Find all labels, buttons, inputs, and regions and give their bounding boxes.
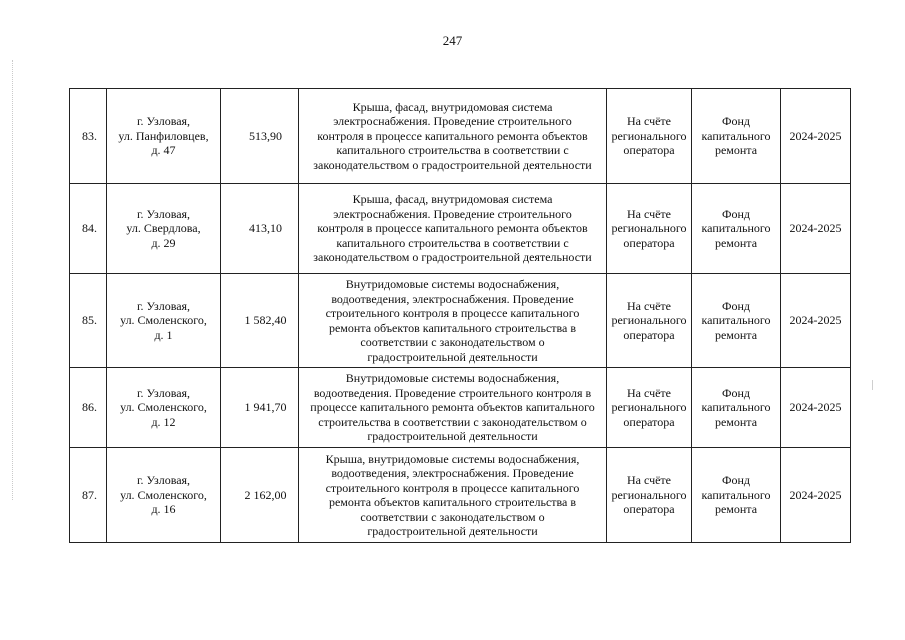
account-line: На счёте bbox=[626, 385, 671, 400]
area-cell: 413,10 bbox=[221, 184, 299, 274]
address-line: г. Узловая, bbox=[136, 206, 191, 221]
table-row bbox=[70, 448, 851, 543]
fund-line: Фонд bbox=[721, 114, 750, 129]
address-line: ул. Смоленского, bbox=[120, 400, 207, 415]
period-cell: 2024-2025 bbox=[781, 274, 851, 368]
table-body bbox=[70, 89, 851, 543]
address-line: д. 29 bbox=[151, 235, 176, 250]
account-line: оператора bbox=[623, 502, 675, 517]
account-line: оператора bbox=[623, 143, 675, 158]
period-cell: 2024-2025 bbox=[781, 368, 851, 448]
account-line: На счёте bbox=[626, 298, 671, 313]
fund-line: капитального bbox=[701, 221, 771, 236]
account-line: регионального bbox=[611, 221, 687, 236]
account-line: регионального bbox=[611, 313, 687, 328]
fund-line: капитального bbox=[701, 487, 771, 502]
address-cell bbox=[107, 274, 221, 368]
repair-works-table bbox=[69, 88, 851, 543]
address-line: ул. Смоленского, bbox=[120, 487, 207, 502]
row-number: 84. bbox=[70, 184, 107, 274]
fund-cell bbox=[692, 184, 781, 274]
fund-cell bbox=[692, 274, 781, 368]
works-line: электроснабжения. Проведение строительного bbox=[333, 206, 572, 221]
works-line: соответствии с законодательством о bbox=[360, 335, 545, 349]
fund-line: ремонта bbox=[714, 414, 758, 429]
account-line: регионального bbox=[611, 487, 687, 502]
row-number: 83. bbox=[70, 89, 107, 184]
account-line: На счёте bbox=[626, 206, 671, 221]
works-cell bbox=[299, 274, 607, 368]
fund-line: ремонта bbox=[714, 327, 758, 342]
address-line: г. Узловая, bbox=[136, 114, 191, 129]
area-cell: 1 582,40 bbox=[221, 274, 299, 368]
row-number: 86. bbox=[70, 368, 107, 448]
area-cell: 513,90 bbox=[221, 89, 299, 184]
works-line: Крыша, фасад, внутридомовая система bbox=[352, 99, 553, 114]
works-cell bbox=[299, 448, 607, 543]
works-line: ремонта объектов капитального строительства в bbox=[328, 495, 577, 509]
address-line: д. 16 bbox=[151, 502, 176, 517]
works-line: Внутридомовые системы водоснабжения, bbox=[345, 277, 560, 291]
account-cell bbox=[607, 368, 692, 448]
works-line: капитального строительства в соответствии с bbox=[336, 235, 569, 250]
works-line: водоотведения. Проведение строительного контроля в bbox=[313, 385, 592, 400]
scan-margin-marks bbox=[12, 60, 15, 500]
works-line: соответствии с законодательством о bbox=[360, 509, 545, 524]
works-line: строительства в соответствии с законодательством о bbox=[318, 414, 587, 429]
row-number: 87. bbox=[70, 448, 107, 543]
table-row bbox=[70, 89, 851, 184]
account-line: оператора bbox=[623, 414, 675, 429]
address-line: г. Узловая, bbox=[136, 473, 191, 488]
fund-line: Фонд bbox=[721, 473, 750, 488]
works-line: процессе капитального ремонта объектов капитального bbox=[310, 400, 595, 415]
period-cell: 2024-2025 bbox=[781, 448, 851, 543]
works-line: капитального строительства в соответствии с bbox=[336, 143, 569, 158]
fund-line: капитального bbox=[701, 128, 771, 143]
works-line: градостроительной деятельности bbox=[367, 349, 538, 364]
works-line: Крыша, внутридомовые системы водоснабжения, bbox=[325, 451, 580, 466]
address-line: ул. Смоленского, bbox=[120, 313, 207, 328]
address-line: ул. Панфиловцев, bbox=[118, 128, 209, 143]
period-cell: 2024-2025 bbox=[781, 89, 851, 184]
fund-line: ремонта bbox=[714, 235, 758, 250]
table-row bbox=[70, 368, 851, 448]
works-line: водоотведения, электроснабжения. Проведение bbox=[331, 291, 574, 306]
period-cell: 2024-2025 bbox=[781, 184, 851, 274]
address-line: ул. Свердлова, bbox=[126, 221, 201, 236]
account-line: На счёте bbox=[626, 473, 671, 488]
fund-cell bbox=[692, 448, 781, 543]
works-line: градостроительной деятельности bbox=[367, 524, 538, 538]
table-row bbox=[70, 184, 851, 274]
works-line: строительного контроля в процессе капитального bbox=[325, 480, 580, 495]
address-line: г. Узловая, bbox=[136, 298, 191, 313]
account-cell bbox=[607, 274, 692, 368]
works-line: строительного контроля в процессе капитального bbox=[325, 306, 580, 320]
account-line: оператора bbox=[623, 235, 675, 250]
area-cell: 1 941,70 bbox=[221, 368, 299, 448]
fund-line: Фонд bbox=[721, 298, 750, 313]
address-cell bbox=[107, 89, 221, 184]
works-cell bbox=[299, 368, 607, 448]
fund-line: ремонта bbox=[714, 502, 758, 517]
fund-cell bbox=[692, 89, 781, 184]
address-line: д. 47 bbox=[151, 143, 176, 158]
works-line: контроля в процессе капитального ремонта объектов bbox=[317, 221, 588, 236]
works-line: градостроительной деятельности bbox=[367, 429, 538, 444]
works-cell bbox=[299, 89, 607, 184]
account-line: На счёте bbox=[626, 114, 671, 129]
fund-cell bbox=[692, 368, 781, 448]
works-line: Крыша, фасад, внутридомовая система bbox=[352, 192, 553, 207]
fund-line: капитального bbox=[701, 400, 771, 415]
address-line: д. 12 bbox=[151, 414, 176, 429]
address-cell bbox=[107, 184, 221, 274]
works-line: контроля в процессе капитального ремонта объектов bbox=[317, 128, 588, 143]
address-line: д. 1 bbox=[154, 327, 173, 342]
fund-line: Фонд bbox=[721, 385, 750, 400]
works-line: законодательством о градостроительной деятельности bbox=[313, 250, 592, 265]
account-line: оператора bbox=[623, 327, 675, 342]
address-cell bbox=[107, 448, 221, 543]
address-cell bbox=[107, 368, 221, 448]
works-line: Внутридомовые системы водоснабжения, bbox=[345, 371, 560, 386]
account-cell bbox=[607, 89, 692, 184]
fund-line: капитального bbox=[701, 313, 771, 328]
address-line: г. Узловая, bbox=[136, 385, 191, 400]
fund-line: ремонта bbox=[714, 143, 758, 158]
scan-margin-mark bbox=[872, 380, 875, 390]
table-row bbox=[70, 274, 851, 368]
page-number: 247 bbox=[442, 33, 463, 48]
account-line: регионального bbox=[611, 400, 687, 415]
works-line: ремонта объектов капитального строительства в bbox=[328, 320, 577, 335]
works-cell bbox=[299, 184, 607, 274]
area-cell: 2 162,00 bbox=[221, 448, 299, 543]
account-line: регионального bbox=[611, 128, 687, 143]
account-cell bbox=[607, 448, 692, 543]
fund-line: Фонд bbox=[721, 206, 750, 221]
works-line: водоотведения, электроснабжения. Проведение bbox=[331, 466, 574, 480]
account-cell bbox=[607, 184, 692, 274]
works-line: законодательством о градостроительной деятельности bbox=[313, 157, 592, 172]
works-line: электроснабжения. Проведение строительного bbox=[333, 114, 572, 129]
row-number: 85. bbox=[70, 274, 107, 368]
